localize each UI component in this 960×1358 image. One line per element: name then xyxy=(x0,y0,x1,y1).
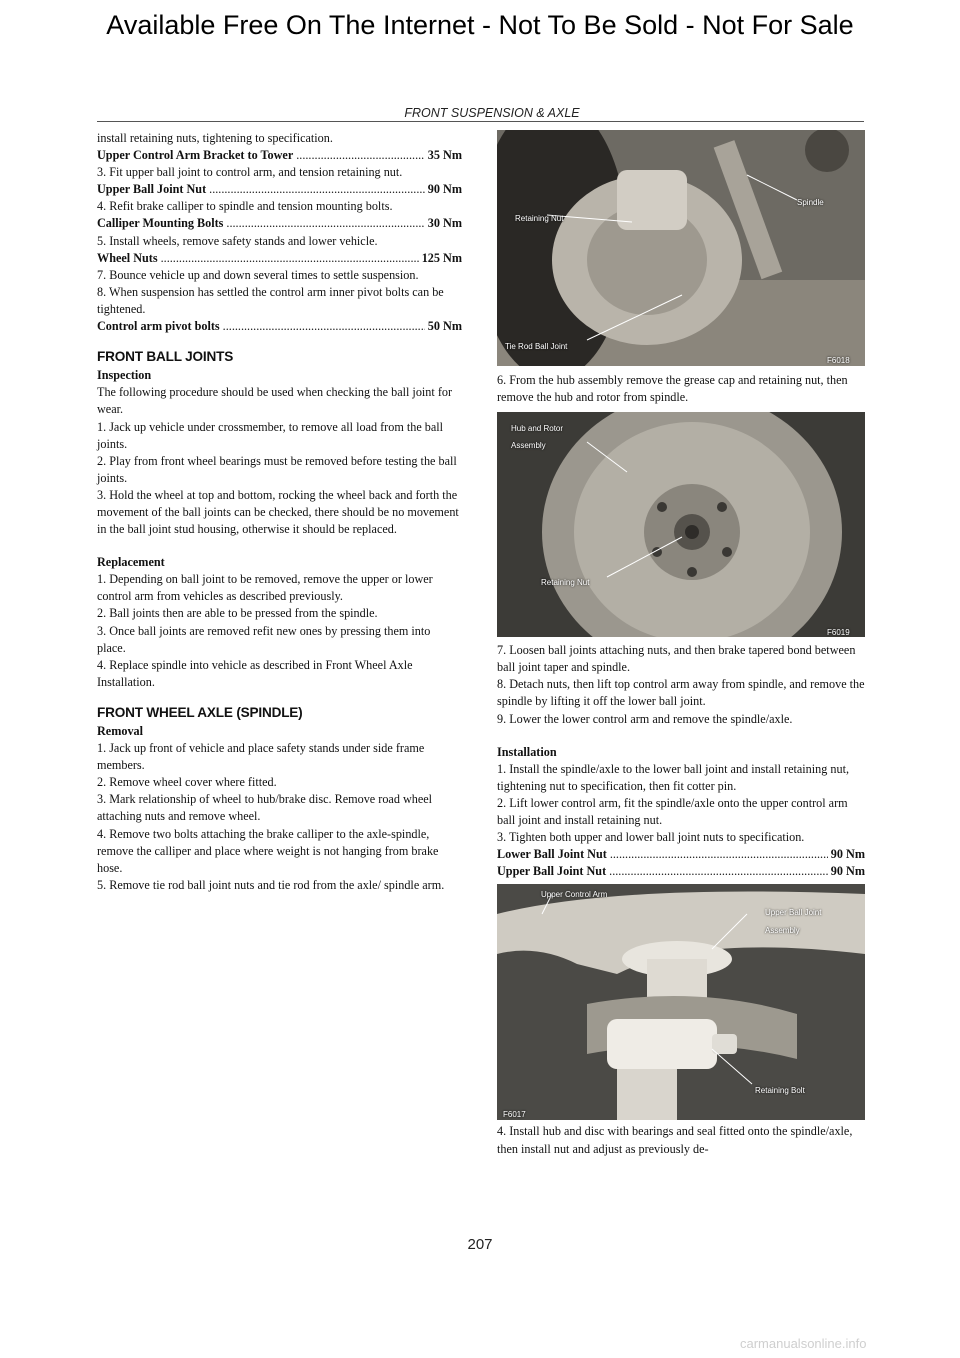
paragraph: 1. Depending on ball joint to be removed, remove the upper or lower control arm from vehicles as described previously. xyxy=(97,572,433,604)
spec-label: Wheel Nuts xyxy=(97,250,158,265)
paragraph: 7. Loosen ball joints attaching nuts, and then brake tapered bond between ball joint taper and spindle. xyxy=(497,643,856,675)
subheading: Installation xyxy=(497,744,557,759)
paragraph: 5. Remove tie rod ball joint nuts and tie rod from the axle/ spindle arm. xyxy=(97,877,445,892)
photo-spindle xyxy=(497,130,865,366)
spec-value: 90 Nm xyxy=(830,864,865,879)
section-header: FRONT SUSPENSION & AXLE xyxy=(404,106,580,120)
spec-line xyxy=(97,215,462,232)
paragraph: 2. Play from front wheel bearings must be removed before testing the ball joints. xyxy=(97,453,457,485)
paragraph: The following procedure should be used when checking the ball joint for wear. xyxy=(97,385,453,417)
figure-number: F6019 xyxy=(827,628,850,638)
spec-value: 90 Nm xyxy=(427,182,462,197)
spec-value: 50 Nm xyxy=(427,319,462,334)
paragraph: 9. Lower the lower control arm and remove the spindle/axle. xyxy=(497,711,793,726)
paragraph: 2. Ball joints then are able to be pressed from the spindle. xyxy=(97,606,378,621)
spec-line xyxy=(97,181,462,198)
spec-line xyxy=(497,846,865,863)
section-heading: FRONT WHEEL AXLE (SPINDLE) xyxy=(97,704,303,720)
paragraph: 5. Install wheels, remove safety stands and lower vehicle. xyxy=(97,233,378,248)
photo-label: Retaining Bolt xyxy=(755,1086,805,1096)
paragraph: 3. Mark relationship of wheel to hub/brake disc. Remove road wheel attaching nuts and remove wheel. xyxy=(97,792,433,824)
section-heading: FRONT BALL JOINTS xyxy=(97,349,234,365)
paragraph: 4. Install hub and disc with bearings and seal fitted onto the spindle/axle, then install nut and adjust as previously de- xyxy=(497,1124,853,1156)
paragraph: 8. When suspension has settled the control arm inner pivot bolts can be tightened. xyxy=(97,284,444,316)
paragraph: 3. Hold the wheel at top and bottom, rocking the wheel back and forth the movement of the ball joints can be checked, there should be no movement in the ball joint stud housing, otherwise it should be replaced. xyxy=(97,487,459,537)
spec-label: Control arm pivot bolts xyxy=(97,319,220,334)
paragraph: 3. Fit upper ball joint to control arm, and tension retaining nut. xyxy=(97,165,403,180)
photo-label: Retaining Nut xyxy=(541,578,590,588)
paragraph: 1. Jack up vehicle under crossmember, to remove all load from the ball joints. xyxy=(97,419,444,451)
subheading: Removal xyxy=(97,724,144,738)
photo-label: Upper Ball Joint Assembly xyxy=(765,908,822,935)
paragraph: 3. Once ball joints are removed refit new ones by pressing them into place. xyxy=(97,623,431,655)
right-column xyxy=(497,130,865,1158)
photo-label: Hub and Rotor Assembly xyxy=(511,424,564,451)
spec-line xyxy=(497,863,865,880)
spec-label: Upper Control Arm Bracket to Tower xyxy=(97,148,294,163)
paragraph: 1. Install the spindle/axle to the lower ball joint and install retaining nut, tightening nut to specification, then fit cotter pin. xyxy=(497,761,850,793)
spec-line xyxy=(97,250,462,267)
header-rule xyxy=(97,121,864,122)
paragraph: 4. Remove two bolts attaching the brake calliper to the axle-spindle, remove the calliper and place where weight is not hanging from brake hose. xyxy=(97,826,439,875)
paragraph: 6. From the hub assembly remove the grease cap and retaining nut, then remove the hub and rotor from spindle. xyxy=(497,373,848,405)
photo-hub-rotor xyxy=(497,412,865,637)
spec-value: 30 Nm xyxy=(427,216,462,231)
spec-label: Lower Ball Joint Nut xyxy=(497,847,607,862)
left-column xyxy=(97,130,462,894)
watermark: carmanualsonline.info xyxy=(740,1336,867,1351)
paragraph: 3. Tighten both upper and lower ball joint nuts to specification. xyxy=(497,830,805,845)
spec-label: Upper Ball Joint Nut xyxy=(97,182,207,197)
photo-label: Upper Control Arm xyxy=(541,890,608,900)
banner: Available Free On The Internet - Not To Be Sold - Not For Sale xyxy=(106,10,854,40)
paragraph: 4. Refit brake calliper to spindle and tension mounting bolts. xyxy=(97,199,393,214)
subheading: Inspection xyxy=(97,368,152,383)
paragraph: install retaining nuts, tightening to specification. xyxy=(97,131,333,145)
spindle-photo-image xyxy=(497,130,865,366)
spec-value: 125 Nm xyxy=(421,250,462,265)
spec-value: 35 Nm xyxy=(427,148,462,163)
figure-number: F6017 xyxy=(503,1110,526,1120)
spec-label: Calliper Mounting Bolts xyxy=(97,216,224,231)
paragraph: 8. Detach nuts, then lift top control arm away from spindle, and remove the spindle by lifting it off the lower ball joint. xyxy=(497,677,865,709)
spec-value: 90 Nm xyxy=(830,847,865,862)
photo-label: Retaining Nut xyxy=(515,214,564,223)
subheading: Replacement xyxy=(97,555,165,570)
photo-label: Tie Rod Ball Joint xyxy=(505,342,568,351)
paragraph: 4. Replace spindle into vehicle as described in Front Wheel Axle Installation. xyxy=(97,657,413,689)
paragraph: 2. Lift lower control arm, fit the spindle/axle onto the upper control arm ball joint and install retaining nut. xyxy=(497,795,848,828)
photo-label: Spindle xyxy=(797,198,824,207)
spec-line xyxy=(97,318,462,335)
photo-ball-joint xyxy=(497,884,865,1120)
spec-label: Upper Ball Joint Nut xyxy=(497,864,607,879)
figure-number: F6018 xyxy=(827,356,850,365)
paragraph: 7. Bounce vehicle up and down several times to settle suspension. xyxy=(97,267,419,282)
spec-line xyxy=(97,147,462,164)
page-number: 207 xyxy=(467,1236,493,1253)
paragraph: 2. Remove wheel cover where fitted. xyxy=(97,775,277,790)
paragraph: 1. Jack up front of vehicle and place safety stands under side frame members. xyxy=(97,741,425,773)
